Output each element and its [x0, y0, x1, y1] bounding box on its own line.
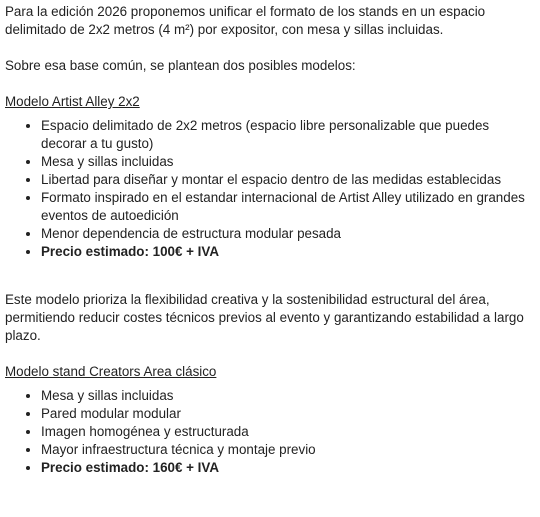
list-item: • Mesa y sillas incluidas: [41, 387, 536, 405]
list-item: • Libertad para diseñar y montar el espacio dentro de las medidas establecidas: [41, 171, 536, 189]
model-b-price: • Precio estimado: 160€ + IVA: [41, 459, 536, 477]
list-item: • Imagen homogénea y estructurada: [41, 423, 536, 441]
summary-paragraph: Este modelo prioriza la flexibilidad creativa y la sostenibilidad estructural del área, permitiendo reducir costes técnicos previos al evento y garantizando estabilidad a largo plazo.: [5, 292, 524, 343]
list-item: • Pared modular modular: [41, 405, 536, 423]
lead-paragraph: Sobre esa base común, se plantean dos posibles modelos:: [5, 58, 356, 73]
model-a-price: • Precio estimado: 100€ + IVA: [41, 243, 536, 261]
intro-paragraph: Para la edición 2026 proponemos unificar el formato de los stands en un espacio delimitado de 2x2 metros (4 m²) por expositor, con mesa y sillas incluidas.: [5, 4, 486, 37]
list-item: • Menor dependencia de estructura modular pesada: [41, 225, 536, 243]
list-item: • Formato inspirado en el estandar internacional de Artist Alley utilizado en grandes eventos de autoedición: [41, 189, 536, 225]
spacer: [5, 261, 536, 291]
list-item: • Espacio delimitado de 2x2 metros (espacio libre personalizable que puedes decorar a tu gusto): [41, 117, 536, 153]
list-item: • Mayor infraestructura técnica y montaje previo: [41, 441, 536, 459]
list-item: • Mesa y sillas incluidas: [41, 153, 536, 171]
model-b-list: [5, 387, 536, 477]
model-a-list: [5, 117, 536, 261]
model-a-heading: Modelo Artist Alley 2x2: [5, 94, 140, 109]
model-b-heading: Modelo stand Creators Area clásico: [5, 364, 217, 379]
